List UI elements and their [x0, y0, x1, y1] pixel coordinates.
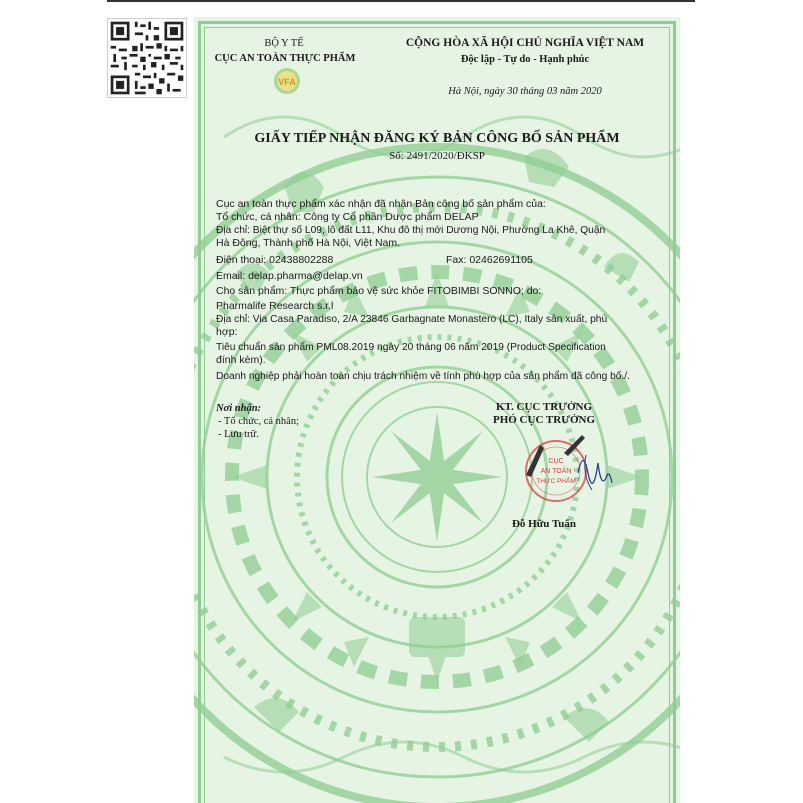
standard-line-1: Tiêu chuẩn sản phẩm PML08.2019 ngày 20 tháng 06 năm 2019 (Product Specification — [216, 342, 606, 353]
signer-role-1: KT. CỤC TRƯỞNG — [495, 401, 593, 413]
recipient-item: - Tổ chức, cá nhân; — [218, 416, 300, 427]
manufacturer-address-1: Địa chỉ: Via Casa Paradiso, 2/A 23846 Garbagnate Monastero (LC), Italy sản xuất, phù — [216, 314, 608, 325]
email-line: Email: delap.pharma@delap.vn — [216, 270, 363, 282]
recipient-item: - Lưu trữ. — [218, 429, 259, 440]
manufacturer-line: Pharmalife Research s.r.l — [216, 300, 334, 312]
manufacturer-address-2: hợp: — [216, 326, 238, 338]
signer-role-2: PHÓ CỤC TRƯỞNG — [492, 414, 596, 426]
place-date: Hà Nội, ngày 30 tháng 03 năm 2020 — [448, 86, 602, 97]
country-name: CỘNG HÒA XÃ HỘI CHỦ NGHĨA VIỆT NAM — [405, 37, 645, 49]
stamp-text-1: CỤC — [548, 458, 564, 465]
document-title: GIẤY TIẾP NHẬN ĐĂNG KÝ BẢN CÔNG BỐ SẢN PHẨM — [254, 131, 620, 146]
agency-name: CỤC AN TOÀN THỰC PHẨM — [214, 53, 356, 64]
phone-line: Điện thoại: 02438802288 — [216, 254, 334, 266]
address-line-2: Hà Đông, Thành phố Hà Nội, Việt Nam. — [216, 237, 401, 249]
vfa-logo-text: VFA — [278, 77, 296, 87]
responsibility-line: Doanh nghiệp phải hoàn toàn chịu trách nhiệm về tính phù hợp của sản phẩm đã công bố./. — [216, 371, 630, 382]
certificate-page — [194, 17, 680, 803]
qr-code — [107, 18, 187, 98]
fax-line: Fax: 02462691105 — [446, 254, 533, 266]
organization-line: Tổ chức, cá nhân: Công ty Cổ phần Dược phẩm DELAP — [216, 211, 479, 223]
product-line: Cho sản phẩm: Thực phẩm bảo vệ sức khỏe FITOBIMBI SONNO; do: — [216, 285, 542, 297]
signer-name: Đỗ Hữu Tuấn — [511, 518, 577, 530]
stamp-text-3: THỰC PHẨM — [536, 478, 576, 485]
address-line-1: Địa chỉ: Biệt thự số L09, lô đất L11, Khu đô thị mới Dương Nội, Phường La Khê, Quận — [216, 225, 606, 236]
recipients-label: Nơi nhận: — [216, 403, 262, 414]
vfa-logo — [272, 66, 302, 96]
registration-number: Số: 2491/2020/ĐKSP — [389, 150, 485, 162]
intro-line: Cục an toàn thực phẩm xác nhận đã nhận Bản công bố sản phẩm của: — [216, 198, 546, 210]
standard-line-2: đính kèm). — [216, 354, 266, 366]
national-motto: Độc lập - Tự do - Hạnh phúc — [460, 54, 590, 65]
ministry-name: BỘ Y TẾ — [264, 38, 304, 49]
stamp-text-2: AN TOÀN — [540, 468, 572, 475]
top-rule — [107, 0, 695, 2]
official-stamp — [494, 425, 624, 505]
